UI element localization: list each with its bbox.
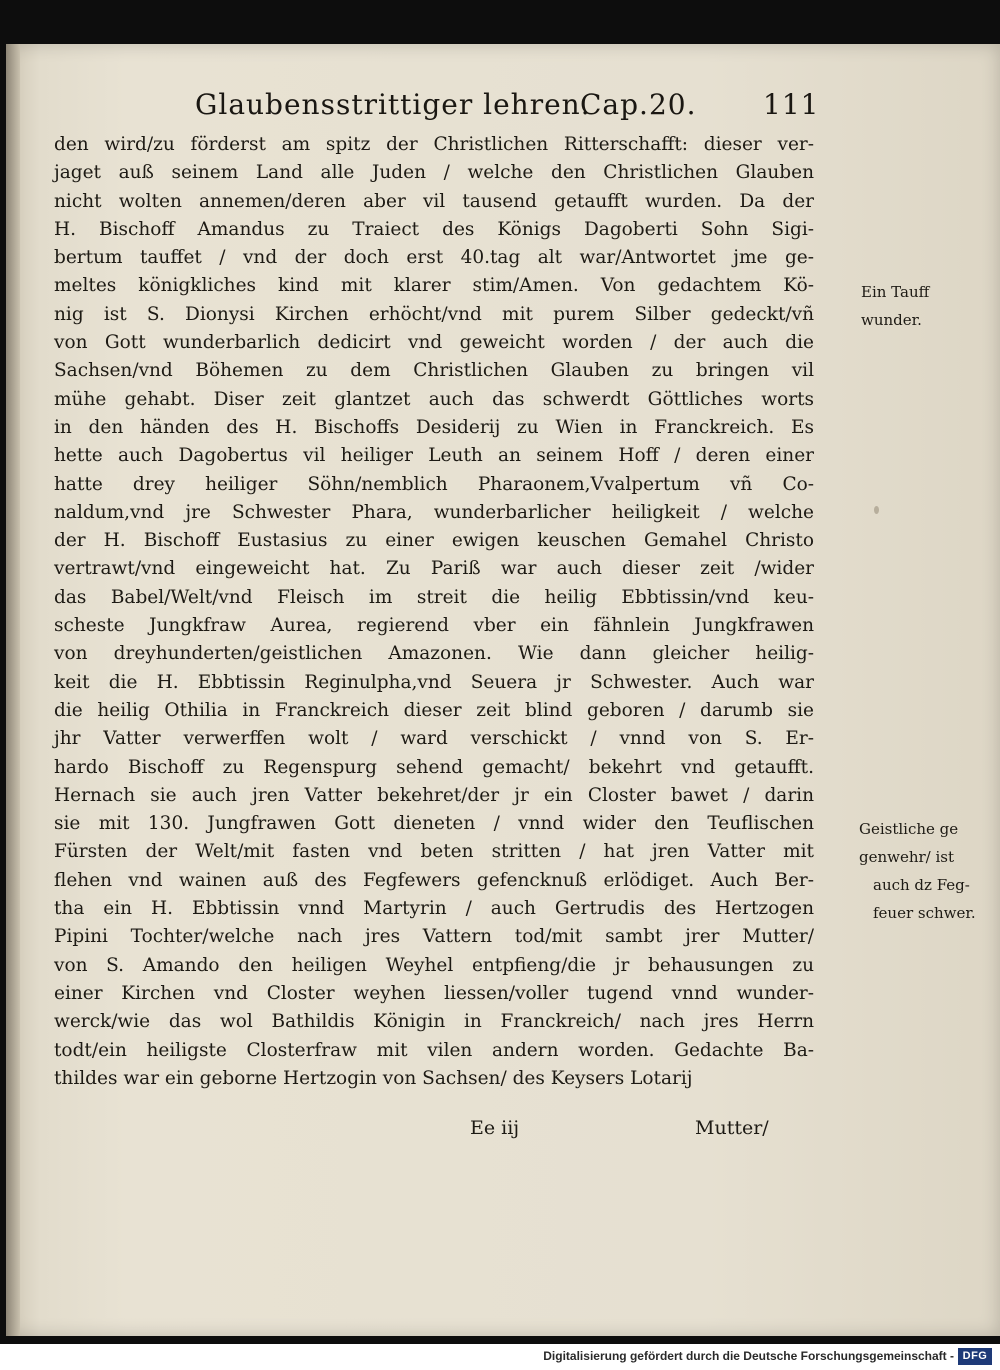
text-line: jaget auß seinem Land alle Juden / welche den Christlichen Glauben <box>54 162 814 184</box>
text-line: hatte drey heiliger Söhn/nemblich Pharaonem,Vvalpertum vñ Co- <box>54 473 814 495</box>
text-line: hardo Bischoff zu Regenspurg sehend gemacht/ bekehrt vnd getaufft. <box>54 756 814 778</box>
text-line: werck/wie das wol Bathildis Königin in Franckreich/ nach jres Herrn <box>54 1011 814 1033</box>
text-line: naldum,vnd jre Schwester Phara, wunderbarlicher heiligkeit / welche <box>54 501 814 523</box>
text-line: todt/ein heiligste Closterfraw mit vilen andern worden. Gedachte Ba- <box>54 1039 814 1061</box>
text-line: scheste Jungkfraw Aurea, regierend vber ein fähnlein Jungkfrawen <box>54 615 814 637</box>
text-line: sie mit 130. Jungfrawen Gott dieneten / vnnd wider den Teuflischen <box>54 813 814 835</box>
running-title: Glaubensstrittiger lehren. <box>195 88 591 121</box>
signature-line <box>470 1117 800 1149</box>
catchword: Mutter/ <box>695 1117 769 1139</box>
funding-credit: Digitalisierung gefördert durch die Deutsche Forschungsgemeinschaft - <box>543 1349 954 1363</box>
text-line: mühe gehabt. Diser zeit glantzet auch das schwerdt Göttliches worts <box>54 388 814 410</box>
chapter-number: Cap.20. <box>580 88 697 121</box>
margin-note-line: Geistliche ge <box>859 820 959 838</box>
text-line: hette auch Dagobertus vil heiliger Leuth an seinem Hoff / deren einer <box>54 445 814 467</box>
text-line: thildes war ein geborne Hertzogin von Sachsen/ des Keysers Lotarij <box>54 1067 693 1089</box>
running-head <box>195 88 820 128</box>
margin-note-line: wunder. <box>861 311 922 329</box>
dfg-logo: DFG <box>958 1348 992 1365</box>
margin-note-line: auch dz Feg- <box>873 876 970 894</box>
text-line: den wird/zu förderst am spitz der Christlichen Ritterschafft: dieser ver- <box>54 134 814 155</box>
text-line: Sachsen/vnd Böhemen zu dem Christlichen Glauben zu bringen vil <box>54 360 814 382</box>
text-line: Fürsten der Welt/mit fasten vnd beten stritten / hat jren Vatter mit <box>54 841 814 863</box>
text-line: von Gott wunderbarlich dedicirt vnd geweicht worden / der auch die <box>54 332 814 354</box>
spine-edge <box>6 44 20 1336</box>
text-line: nicht wolten annemen/deren aber vil tausend getaufft wurden. Da der <box>54 190 814 212</box>
text-line: meltes königkliches kind mit klarer stim/Amen. Von gedachtem Kö- <box>54 275 814 297</box>
text-line: keit die H. Ebbtissin Reginulpha,vnd Seuera jr Schwester. Auch war <box>54 671 814 693</box>
folio-number: 111 <box>763 88 820 121</box>
digitization-footer <box>0 1344 1000 1370</box>
text-line: flehen vnd wainen auß des Fegfewers gefencknuß erlödiget. Auch Ber- <box>54 869 814 891</box>
margin-note-line: Ein Tauff <box>861 283 930 301</box>
text-line: von S. Amando den heiligen Weyhel entpfieng/die jr behausungen zu <box>54 954 814 976</box>
text-line: vertrawt/vnd eingeweicht hat. Zu Pariß war auch dieser zeit /wider <box>54 558 814 580</box>
text-line: von dreyhunderten/geistlichen Amazonen. Wie dann gleicher heilig- <box>54 643 814 665</box>
text-line: das Babel/Welt/vnd Fleisch im streit die heilig Ebbtissin/vnd keu- <box>54 586 814 608</box>
margin-note-line: feuer schwer. <box>873 904 976 922</box>
text-line: nig ist S. Dionysi Kirchen erhöcht/vnd mit purem Silber gedeckt/vñ <box>54 303 814 325</box>
text-line: bertum tauffet / vnd der doch erst 40.tag alt war/Antwortet jme ge- <box>54 247 814 269</box>
text-line: Hernach sie auch jren Vatter bekehret/der jr ein Closter bawet / darin <box>54 784 814 806</box>
body-text <box>54 131 976 1093</box>
text-line: in den händen des H. Bischoffs Desiderij zu Wien in Franckreich. Es <box>54 416 814 438</box>
text-line: H. Bischoff Amandus zu Traiect des Königs Dagoberti Sohn Sigi- <box>54 218 814 240</box>
text-line: Pipini Tochter/welche nach jres Vattern tod/mit sambt jrer Mutter/ <box>54 926 814 948</box>
paper-speck <box>874 506 879 514</box>
text-line: tha ein H. Ebbtissin vnnd Martyrin / auch Gertrudis des Hertzogen <box>54 898 814 920</box>
signature-mark: Ee iij <box>470 1117 520 1139</box>
text-line: jhr Vatter verwerffen wolt / ward verschickt / vnnd von S. Er- <box>54 728 814 750</box>
text-line: der H. Bischoff Eustasius zu einer ewigen keuschen Gemahel Christo <box>54 530 814 552</box>
text-line: einer Kirchen vnd Closter weyhen liessen/voller tugend vnnd wunder- <box>54 982 814 1004</box>
text-line: die heilig Othilia in Franckreich dieser zeit blind geboren / darumb sie <box>54 699 814 721</box>
margin-note-line: genwehr/ ist <box>859 848 955 866</box>
